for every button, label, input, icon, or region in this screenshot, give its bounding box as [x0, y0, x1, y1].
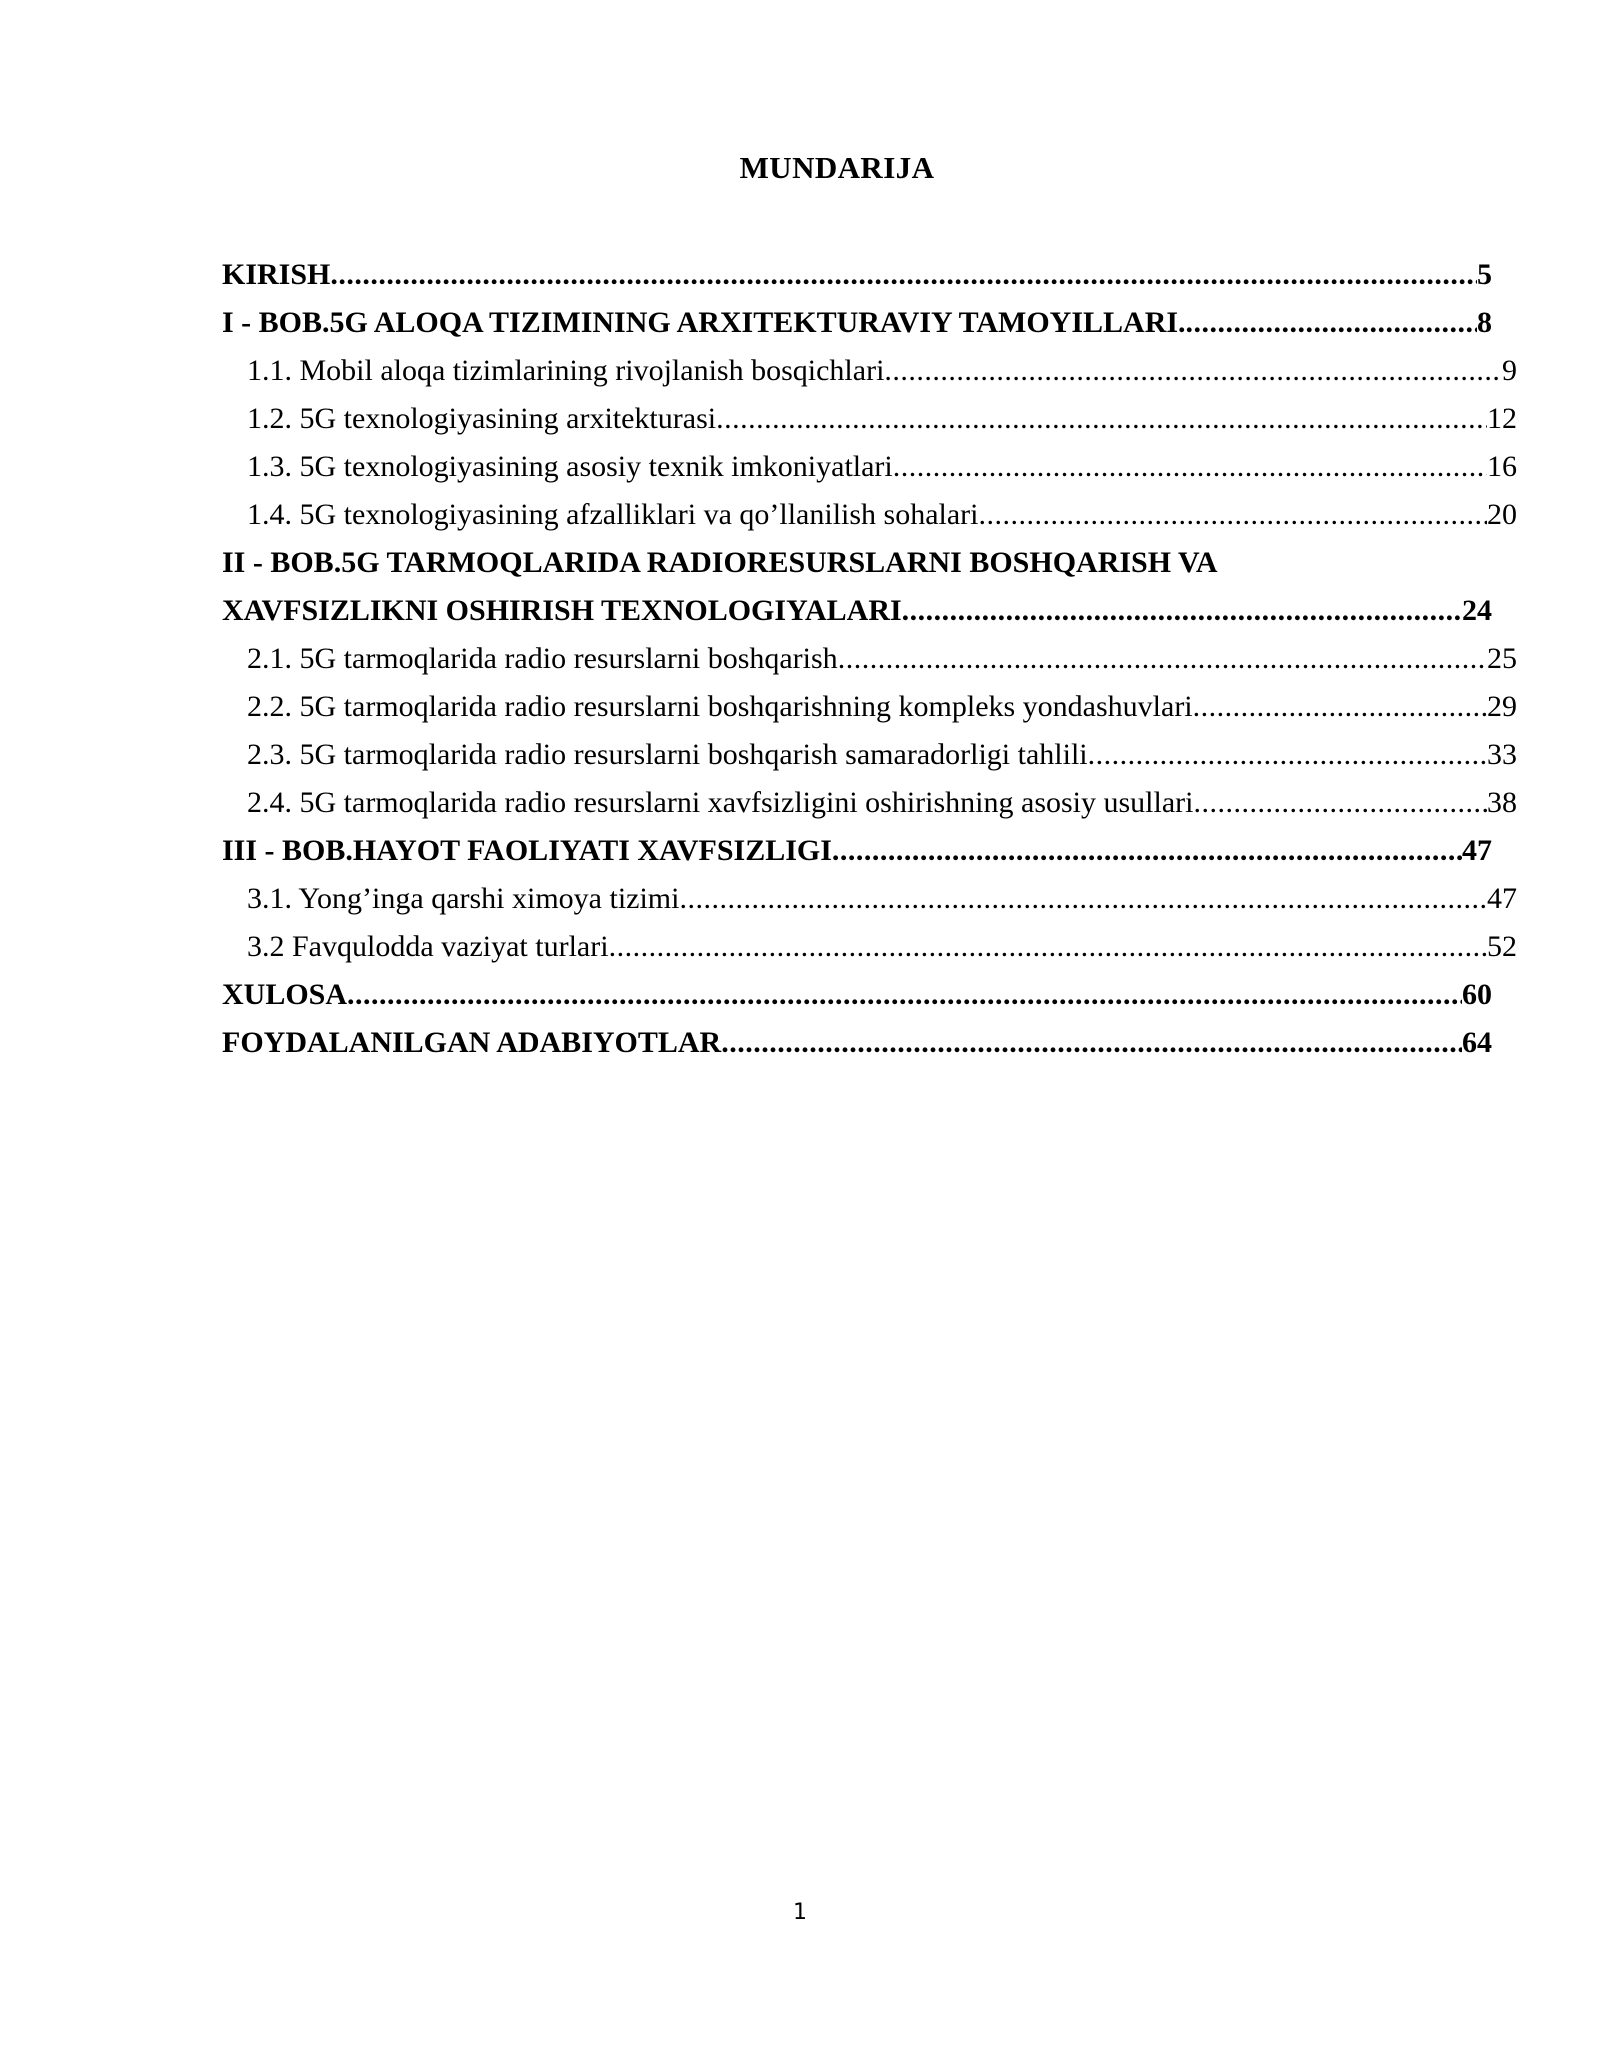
toc-dot-leader — [884, 356, 1502, 386]
toc-dot-leader — [347, 980, 1462, 1010]
toc-entry-page-number: 52 — [1487, 930, 1517, 963]
toc-entry[interactable] — [222, 596, 1492, 626]
toc-entry-page-number: 64 — [1462, 1026, 1492, 1059]
toc-entry-title: FOYDALANILGAN ADABIYOTLAR — [222, 1026, 722, 1059]
toc-dot-leader — [1193, 692, 1487, 722]
toc-entry-page-number: 47 — [1487, 882, 1517, 915]
toc-dot-leader — [832, 836, 1462, 866]
toc-entry-title: I - BOB.5G ALOQA TIZIMINING ARXITEKTURAVIY TAMOYILLARI. — [222, 306, 1186, 339]
toc-entry-page-number: 38 — [1487, 786, 1517, 819]
toc-dot-leader — [716, 404, 1487, 434]
toc-entry-title: 1.3. 5G texnologiyasining asosiy texnik imkoniyatlari — [247, 450, 893, 483]
toc-entry[interactable] — [222, 884, 1517, 914]
toc-entry-title: 2.1. 5G tarmoqlarida radio resurslarni boshqarish — [247, 642, 838, 675]
table-of-contents — [222, 258, 1517, 1059]
toc-entry[interactable] — [222, 404, 1517, 434]
toc-dot-leader — [1088, 740, 1487, 770]
toc-entry[interactable] — [222, 644, 1517, 674]
toc-dot-leader — [902, 596, 1462, 626]
toc-entry-page-number: 8 — [1477, 306, 1492, 339]
toc-entry-page-number: 29 — [1487, 690, 1517, 723]
toc-entry-title: 3.1. Yong’inga qarshi ximoya tizimi — [247, 882, 680, 915]
page-content — [222, 150, 1517, 1076]
toc-entry-title: 1.2. 5G texnologiyasining arxitekturasi — [247, 402, 717, 435]
toc-entry-title: 2.3. 5G tarmoqlarida radio resurslarni boshqarish samaradorligi tahlili — [247, 738, 1088, 771]
toc-entry-page-number: 25 — [1487, 642, 1517, 675]
toc-entry-title: 1.4. 5G texnologiyasining afzalliklari va qo’llanilish sohalari — [247, 498, 979, 531]
toc-entry-page-number: 60 — [1462, 978, 1492, 1011]
toc-entry[interactable] — [222, 356, 1517, 386]
toc-entry-page-number: 12 — [1487, 402, 1517, 435]
toc-entry-title: 1.1. Mobil aloqa tizimlarining rivojlanish bosqichlari — [247, 354, 885, 387]
toc-entry[interactable] — [222, 308, 1492, 338]
toc-dot-leader — [1186, 308, 1477, 338]
toc-entry-page-number: 5 — [1477, 258, 1492, 291]
page-title: MUNDARIJA — [739, 150, 935, 185]
toc-entry[interactable] — [222, 452, 1517, 482]
toc-entry[interactable] — [222, 740, 1517, 770]
footer-page-number: 1 — [793, 1900, 807, 1925]
toc-entry-title: 2.4. 5G tarmoqlarida radio resurslarni xavfsizligini oshirishning asosiy usullari — [247, 786, 1194, 819]
toc-entry[interactable] — [222, 836, 1492, 866]
toc-entry-title: 2.2. 5G tarmoqlarida radio resurslarni boshqarishning kompleks yondashuvlari — [247, 690, 1193, 723]
toc-entry[interactable] — [222, 1028, 1492, 1058]
toc-dot-leader — [679, 884, 1487, 914]
toc-entry-page-number: 33 — [1487, 738, 1517, 771]
toc-dot-leader — [609, 932, 1487, 962]
toc-entry[interactable] — [222, 260, 1492, 290]
toc-entry-title: KIRISH — [222, 258, 331, 291]
toc-entry[interactable] — [222, 788, 1517, 818]
toc-entry[interactable] — [222, 692, 1517, 722]
toc-entry[interactable] — [222, 500, 1517, 530]
toc-entry[interactable] — [222, 548, 1492, 578]
toc-entry-page-number: 47 — [1462, 834, 1492, 867]
toc-dot-leader — [330, 260, 1477, 290]
toc-entry[interactable] — [222, 980, 1492, 1010]
toc-entry-page-number: 24 — [1462, 594, 1492, 627]
toc-entry-title: XULOSA — [222, 978, 348, 1011]
toc-dot-leader — [893, 452, 1487, 482]
toc-entry-title: III - BOB.HAYOT FAOLIYATI XAVFSIZLIGI — [222, 834, 832, 867]
toc-entry-page-number: 20 — [1487, 498, 1517, 531]
toc-dot-leader — [838, 644, 1487, 674]
toc-entry-title: 3.2 Favqulodda vaziyat turlari — [247, 930, 609, 963]
toc-dot-leader — [979, 500, 1488, 530]
toc-dot-leader — [721, 1028, 1462, 1058]
toc-dot-leader — [1194, 788, 1488, 818]
toc-entry-page-number: 9 — [1502, 354, 1517, 387]
toc-entry-title: II - BOB.5G TARMOQLARIDA RADIORESURSLARNI BOSHQARISH VA — [222, 546, 1218, 579]
toc-entry-page-number: 16 — [1487, 450, 1517, 483]
toc-entry-title: XAVFSIZLIKNI OSHIRISH TEXNOLOGIYALARI — [222, 594, 902, 627]
toc-entry[interactable] — [222, 932, 1517, 962]
